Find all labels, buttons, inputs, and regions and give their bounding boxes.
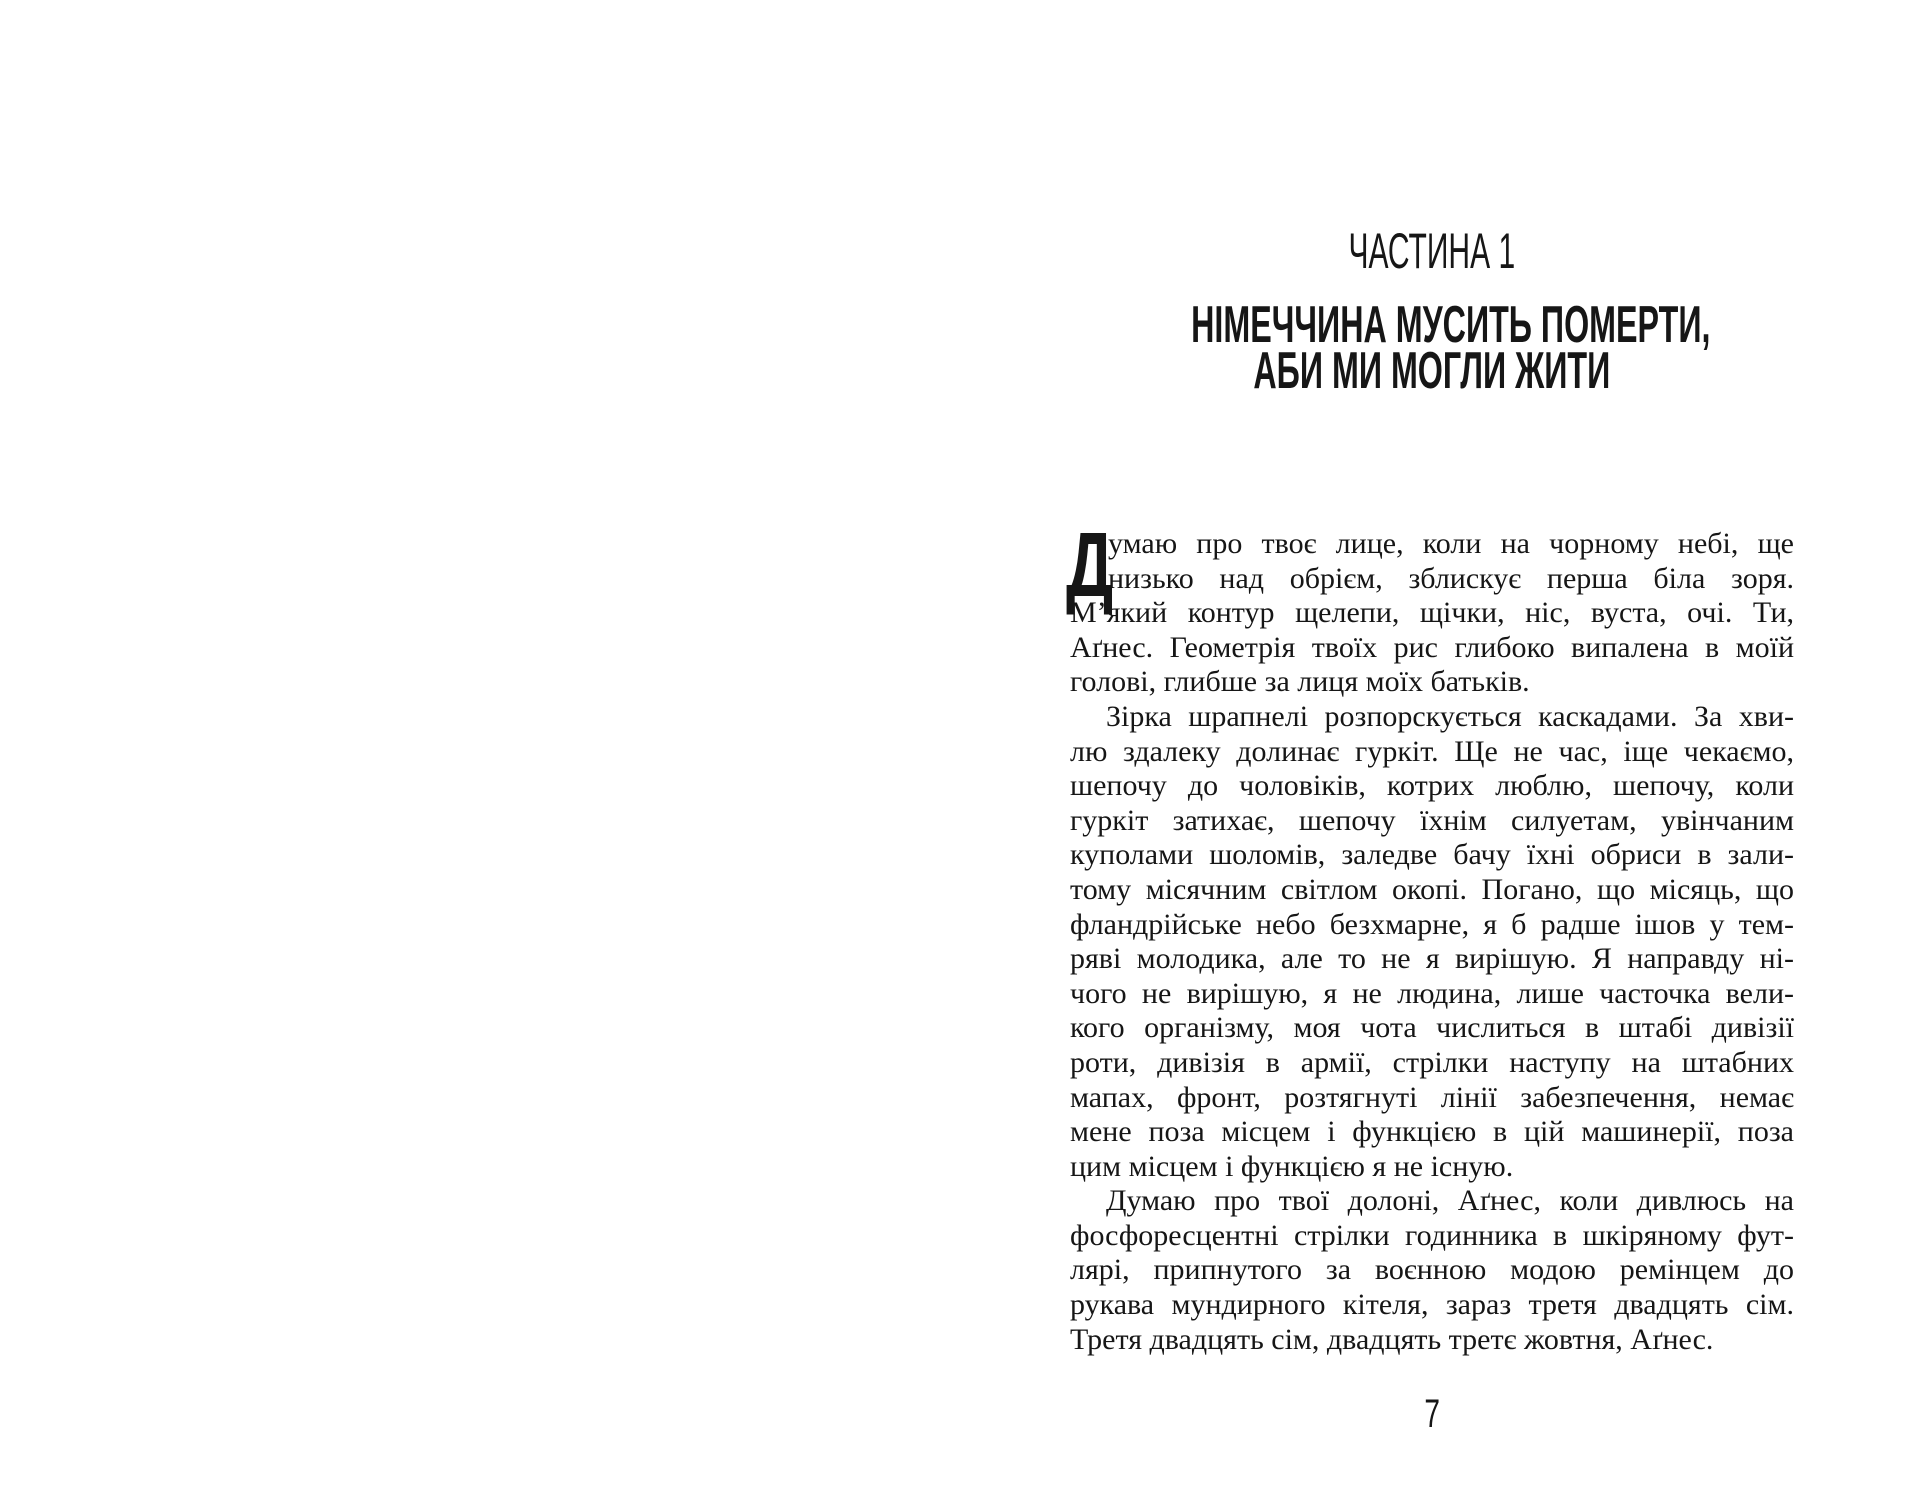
text-line: кого організму, моя чота числиться в штабі дивізії bbox=[1070, 1011, 1794, 1045]
chapter-title-text: НІМЕЧЧИНА МУСИТЬ ПОМЕРТИ, bbox=[1191, 296, 1711, 354]
paragraph-2 bbox=[1070, 700, 1794, 1184]
text-line: умаю про твоє лице, коли на чорному небі, ще bbox=[1108, 527, 1794, 560]
text-line: голові, глибше за лиця моїх батьків. bbox=[1070, 665, 1530, 699]
text-line: Третя двадцять сім, двадцять третє жовтня, Аґнес. bbox=[1070, 1322, 1714, 1356]
text-line: лю здалеку долинає гуркіт. Ще не час, іще чекаємо, bbox=[1070, 734, 1794, 768]
page-number bbox=[1380, 1392, 1484, 1437]
text-line: низько над обрієм, зблискує перша біла зоря. bbox=[1108, 561, 1794, 595]
part-label-text: ЧАСТИНА 1 bbox=[1348, 223, 1516, 279]
text-line: Аґнес. Геометрія твоїх рис глибоко випалена в моїй bbox=[1070, 630, 1794, 664]
text-line: фландрійське небо безхмарне, я б радше ішов у тем- bbox=[1070, 907, 1794, 941]
text-line: Думаю про твої долоні, Аґнес, коли дивлюсь на bbox=[1106, 1184, 1794, 1218]
text-line: ряві молодика, але то не я вирішую. Я направду ні- bbox=[1070, 942, 1794, 976]
text-line: куполами шоломів, заледве бачу їхні обриси в зали- bbox=[1070, 838, 1794, 872]
text-line: мапах, фронт, розтягнуті лінії забезпечення, немає bbox=[1070, 1080, 1794, 1114]
text-line: Зірка шрапнелі розпорскується каскадами. За хви- bbox=[1106, 699, 1794, 733]
drop-cap: Д bbox=[1066, 514, 1114, 616]
page-number-text: 7 bbox=[1424, 1392, 1440, 1436]
text-line: роти, дивізія в армії, стрілки наступу на штабних bbox=[1070, 1045, 1794, 1079]
text-line: гуркіт затихає, шепочу їхнім силуетам, увінчаним bbox=[1070, 803, 1794, 837]
part-label bbox=[1032, 222, 1832, 280]
text-line: М’який контур щелепи, щічки, ніс, вуста, очі. Ти, bbox=[1070, 596, 1794, 630]
text-line: мене поза місцем і функцією в цій машинерії, поза bbox=[1070, 1115, 1794, 1149]
paragraph-1 bbox=[1070, 527, 1794, 700]
body-text bbox=[1066, 514, 1794, 1357]
text-line: рукава мундирного кітеля, зараз третя двадцять сім. bbox=[1070, 1288, 1794, 1322]
text-line: тому місячним світлом окопі. Погано, що місяць, що bbox=[1070, 872, 1794, 906]
text-line: фосфоресцентні стрілки годинника в шкіряному фут- bbox=[1070, 1218, 1794, 1252]
paragraph-3 bbox=[1070, 1184, 1794, 1357]
text-line: цим місцем і функцією я не існую. bbox=[1070, 1149, 1514, 1183]
chapter-title-line-2 bbox=[1032, 341, 1832, 401]
chapter-title-text: АБИ МИ МОГЛИ ЖИТИ bbox=[1253, 342, 1611, 400]
text-line: лярі, припнутого за воєнною модою ремінцем до bbox=[1070, 1253, 1794, 1287]
text-line: чого не вирішую, я не людина, лише часточка вели- bbox=[1070, 976, 1794, 1010]
text-line: шепочу до чоловіків, котрих люблю, шепочу, коли bbox=[1070, 769, 1794, 803]
